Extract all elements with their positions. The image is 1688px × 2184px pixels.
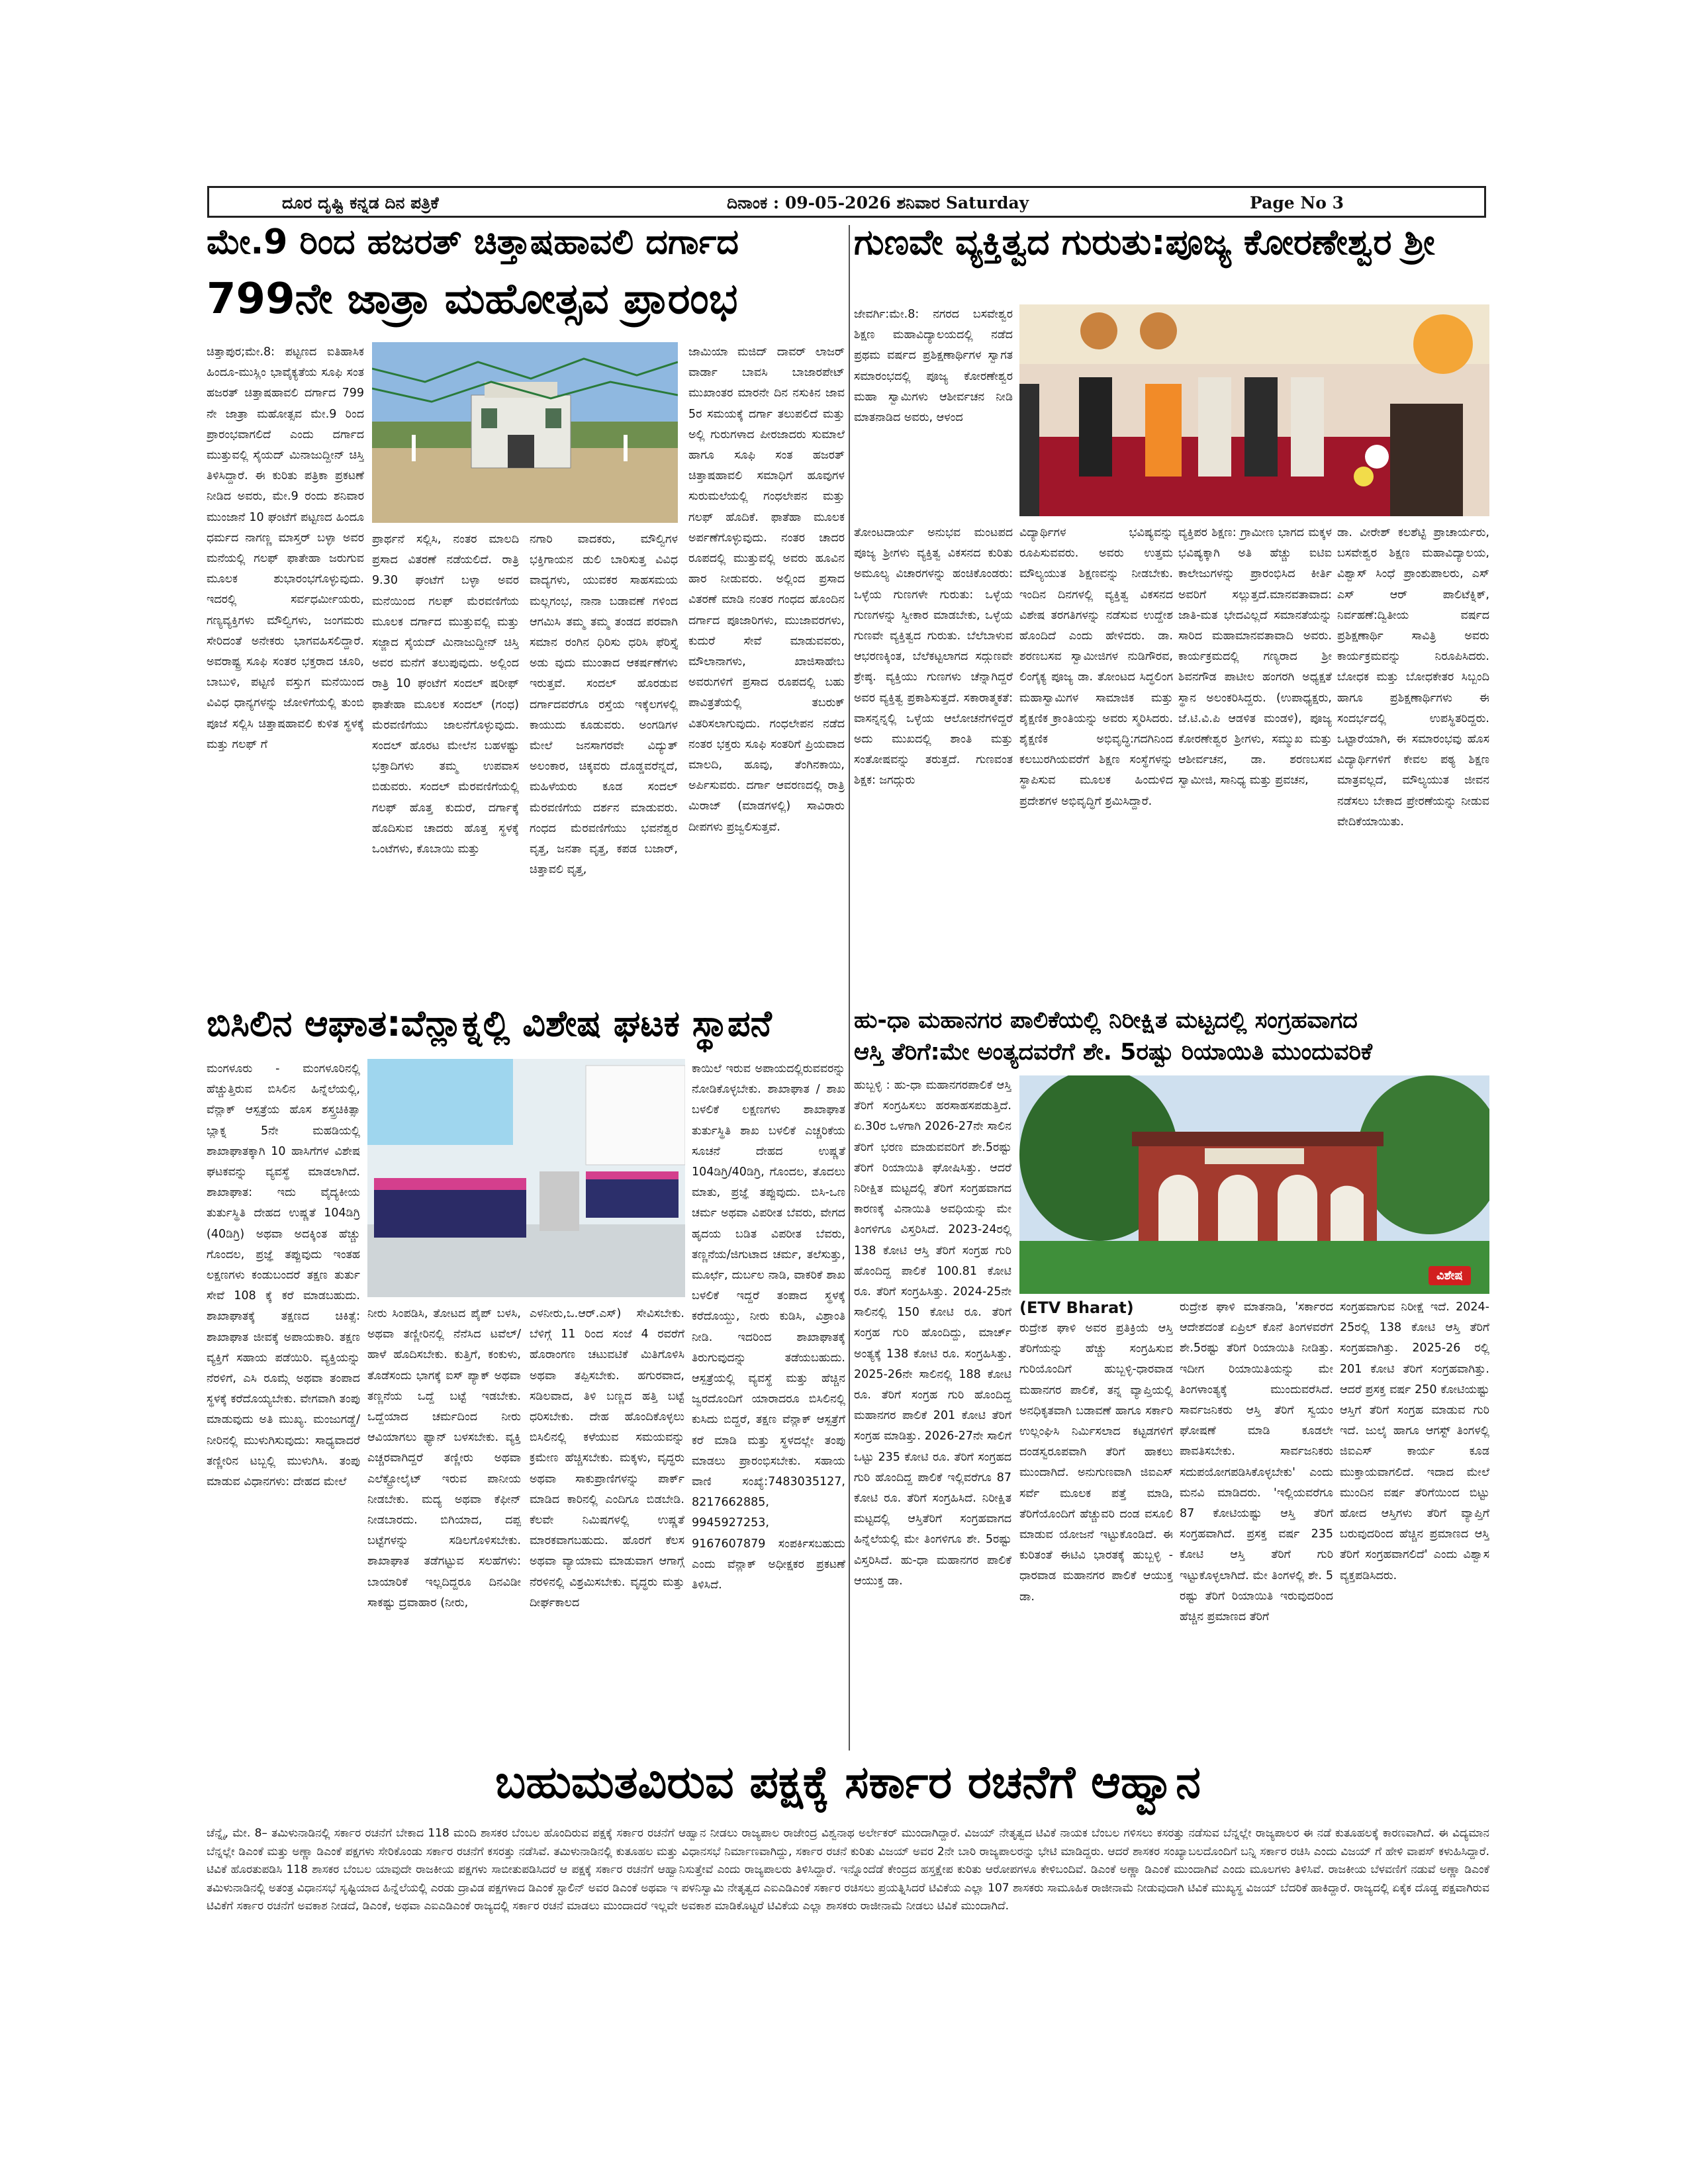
- article3-headline: ಬಿಸಿಲಿನ ಆಘಾತ:ವೆನ್ಲಾಕ್ನಲ್ಲಿ ವಿಶೇಷ ಘಟಕ ಸ್ಥಾಪನೆ: [207, 1006, 772, 1044]
- article2-column-1-top: ಜೇವರ್ಗಿ:ಮೇ.8: ನಗರದ ಬಸವೇಶ್ವರ ಶಿಕ್ಷಣ ಮಹಾವಿದ್ಯಾಲಯದಲ್ಲಿ ನಡೆದ ಪ್ರಥಮ ವರ್ಷದ ಪ್ರಶಿಕ್ಷಣಾರ್ಥಿಗಳ ಸ್ವಾಗತ ಸಮಾರಂಭದಲ್ಲಿ ಪೂಜ್ಯ ಕೋರಣೇಶ್ವರ ಮಹಾ ಸ್ವಾಮಿಗಳು ಆಶೀರ್ವಚನ ನೀಡಿ ಮಾತನಾಡಿದ ಅವರು, ಆಳಂದ: [854, 308, 1013, 425]
- paper-name: ದೂರ ದೃಷ್ಟಿ ಕನ್ನಡ ದಿನ ಪತ್ರಿಕೆ: [282, 193, 439, 212]
- college-event-photo: [1019, 304, 1489, 516]
- article4-column-3: ರುದ್ರೇಶ ಘಾಳಿ ಮಾತನಾಡಿ, 'ಸರ್ಕಾರದ ಆದೇಶದಂತೆ ಏಪ್ರಿಲ್ ಕೊನೆ ತಿಂಗಳವರೆಗೆ ಶೇ.5ರಷ್ಟು ತೆರಿಗೆ ರಿಯಾಯಿತಿ ನೀಡಿತ್ತು. ಇದೀಗ ರಿಯಾಯಿತಿಯನ್ನು ಮೇ ತಿಂಗಳಾಂತ್ಯಕ್ಕೆ ಮುಂದುವರೆಸಿದೆ. ಸಾರ್ವಜನಿಕರು ಆಸ್ತಿ ತೆರಿಗೆ ಸ್ವಯಂ ಘೋಷಣೆ ಮಾಡಿ ಕೂಡಲೇ ಪಾವತಿಸಬೇಕು. ಸಾರ್ವಜನಿಕರು ಸದುಪಯೋಗಪಡಿಸಿಕೊಳ್ಳಬೇಕು' ಎಂದು ಮನವಿ ಮಾಡಿದರು. 'ಇಲ್ಲಿಯವರೆಗೂ 87 ಕೋಟಿಯಷ್ಟು ಆಸ್ತಿ ತೆರಿಗೆ ಸಂಗ್ರಹವಾಗಿದೆ. ಪ್ರಸಕ್ತ ವರ್ಷ 235 ಕೋಟಿ ಆಸ್ತಿ ತೆರಿಗೆ ಗುರಿ ಇಟ್ಟುಕೊಳ್ಳಲಾಗಿದೆ. ಮೇ ತಿಂಗಳಲ್ಲಿ ಶೇ. 5 ರಷ್ಟು ತೆರಿಗೆ ರಿಯಾಯಿತಿ ಇರುವುದರಿಂದ ಹೆಚ್ಚಿನ ಪ್ರಮಾಣದ ತೆರಿಗೆ: [1180, 1300, 1333, 1624]
- hospital-ward-photo: [367, 1059, 685, 1297]
- article3-column-2: ನೀರು ಸಿಂಪಡಿಸಿ, ತೋಟದ ಪೈಪ್ ಬಳಸಿ, ಅಥವಾ ತಣ್ಣೀರಿನಲ್ಲಿ ನೆನೆಸಿದ ಟವೆಲ್/ಹಾಳೆ ಹೊದಿಸಬೇಕು. ಕುತ್ತಿಗೆ, ಕಂಕುಳು, ತೊಡೆಸಂದು ಭಾಗಕ್ಕೆ ಐಸ್ ಪ್ಯಾಕ್ ಅಥವಾ ತಣ್ಣನೆಯ ಒದ್ದೆ ಬಟ್ಟೆ ಇಡಬೇಕು. ಒದ್ದೆಯಾದ ಚರ್ಮದಿಂದ ನೀರು ಆವಿಯಾಗಲು ಫ್ಯಾನ್ ಬಳಸಬೇಕು. ವ್ಯಕ್ತಿ ಎಚ್ಚರವಾಗಿದ್ದರೆ ತಣ್ಣೀರು ಅಥವಾ ಎಲೆಕ್ಟ್ರೋಲೈಟ್ ಇರುವ ಪಾನೀಯ ನೀಡಬೇಕು. ಮದ್ಯ ಅಥವಾ ಕೆಫೀನ್ ನೀಡಬಾರದು. ಬಿಗಿಯಾದ, ದಪ್ಪ ಬಟ್ಟೆಗಳನ್ನು ಸಡಿಲಗೊಳಿಸಬೇಕು. ಶಾಖಾಘಾತ ತಡೆಗಟ್ಟುವ ಸಲಹೆಗಳು: ಬಾಯಾರಿಕೆ ಇಲ್ಲದಿದ್ದರೂ ದಿನವಿಡೀ ಸಾಕಷ್ಟು ದ್ರವಾಹಾರ (ನೀರು,: [367, 1307, 521, 1610]
- article1-column-1: ಚಿತ್ತಾಪುರ;ಮೇ.8: ಪಟ್ಟಣದ ಐತಿಹಾಸಿಕ ಹಿಂದೂ-ಮುಸ್ಲಿಂ ಭಾವೈಕ್ಯತೆಯ ಸೂಫಿ ಸಂತ ಹಜರತ್ ಚಿತ್ತಾಷಹಾವಲಿ ದರ್ಗಾದ 799 ನೇ ಜಾತ್ರಾ ಮಹೋತ್ಸವ ಮೇ.9 ರಿಂದ ಪ್ರಾರಂಭವಾಗಲಿದೆ ಎಂದು ದರ್ಗಾದ ಮುತ್ತುವಲ್ಲಿ ಸೈಯದ್ ಮಿನಾಜುದ್ದೀನ್ ಚಿಸ್ತಿ ತಿಳಿಸಿದ್ದಾರೆ. ಈ ಕುರಿತು ಪತ್ರಿಕಾ ಪ್ರಕಟಣೆ ನೀಡಿದ ಅವರು, ಮೇ.9 ರಂದು ಶನಿವಾರ ಮುಂಜಾನೆ 10 ಘಂಟೆಗೆ ಪಟ್ಟಣದ ಹಿಂದೂ ಧರ್ಮದ ನಾಗಣ್ಣ ಮಾಸ್ತರ್ ಬಳ್ಳಾ ಅವರ ಮನೆಯಲ್ಲಿ ಗಲಫ್ ಫಾತೇಹಾ ಜರುಗುವ ಮೂಲಕ ಶುಭಾರಂಭಗೊಳ್ಳುವುದು. ಇದರಲ್ಲಿ ಸರ್ವಧರ್ಮೀಯರು, ಗಣ್ಯವ್ಯಕ್ತಿಗಳು ಮೌಲ್ವಿಗಳು, ಜಂಗಮರು ಸೇರಿದಂತೆ ಅನೇಕರು ಭಾಗವಹಿಸಲಿದ್ದಾರೆ. ಅವರಾಷ್ಟ್ರ ಸೂಫಿ ಸಂತರ ಭಕ್ತರಾದ ಚೂರಿ, ಬಾಬುಳಿ, ಪಟ್ಟಣಿ ವಸ್ತುಗ ಮನೆಯಿಂದ ವಿವಿಧ ಧಾನ್ಯಗಳನ್ನು ಜೋಳಿಗೆಯಲ್ಲಿ ತುಂಬಿ ಪೂಜೆ ಸಲ್ಲಿಸಿ ಚಿತ್ತಾಷಹಾವಲಿ ಕುಳಿತ ಸ್ಥಳಕ್ಕೆ ಮತ್ತು ಗಲಫ್ ಗೆ: [207, 345, 364, 751]
- article2-column-4: ಡಾ. ವೀರೇಶ್ ಕಲಶೆಟ್ಟಿ ಪ್ರಾಚಾರ್ಯರು, ಬಸವೇಶ್ವರ ಶಿಕ್ಷಣ ಮಹಾವಿದ್ಯಾಲಯ, ವಿಶ್ವಾಸ್ ಸಿಂಧೆ ಪ್ರಾಂಶುಪಾಲರು, ಎಸ್ ಎಸ್ ಆರ್ ಪಾಲಿಟೆಕ್ನಿಕ್, ನಿರ್ವಹಣೆ:ದ್ವಿತೀಯ ವರ್ಷದ ಪ್ರಶಿಕ್ಷಣಾರ್ಥಿ ಸಾವಿತ್ರಿ ಅವರು ಕಾರ್ಯಕ್ರಮವನ್ನು ನಿರೂಪಿಸಿದರು. ಬೋಧಕ ಮತ್ತು ಬೋಧಕೇತರ ಸಿಬ್ಬಂದಿ ಹಾಗೂ ಪ್ರಶಿಕ್ಷಣಾರ್ಥಿಗಳು ಈ ಸಂದರ್ಭದಲ್ಲಿ ಉಪಸ್ಥಿತರಿದ್ದರು. ಒಟ್ಟಾರೆಯಾಗಿ, ಈ ಸಮಾರಂಭವು ಹೊಸ ವಿದ್ಯಾರ್ಥಿಗಳಿಗೆ ಕೇವಲ ಪಠ್ಯ ಶಿಕ್ಷಣ ಮಾತ್ರವಲ್ಲದೆ, ಮೌಲ್ಯಯುತ ಜೀವನ ನಡೆಸಲು ಬೇಕಾದ ಪ್ರೇರಣೆಯನ್ನು ನೀಡುವ ವೇದಿಕೆಯಾಯಿತು.: [1337, 526, 1489, 829]
- article3-column-1: ಮಂಗಳೂರು - ಮಂಗಳೂರಿನಲ್ಲಿ ಹೆಚ್ಚುತ್ತಿರುವ ಬಿಸಿಲಿನ ಹಿನ್ನೆಲೆಯಲ್ಲಿ, ವೆನ್ಲಾಕ್ ಆಸ್ಪತ್ರೆಯ ಹೊಸ ಶಸ್ತ್ರಚಿಕಿತ್ಸಾ ಬ್ಲಾಕ್ನ 5ನೇ ಮಹಡಿಯಲ್ಲಿ ಶಾಖಾಘಾತಕ್ಕಾಗಿ 10 ಹಾಸಿಗೆಗಳ ವಿಶೇಷ ಘಟಕವನ್ನು ವ್ಯವಸ್ಥೆ ಮಾಡಲಾಗಿದೆ. ಶಾಖಾಘಾತ: ಇದು ವೈದ್ಯಕೀಯ ತುರ್ತುಸ್ಥಿತಿ ದೇಹದ ಉಷ್ಣತೆ 104ಡಿಗ್ರಿ (40ಡಿಗ್ರಿ) ಅಥವಾ ಅದಕ್ಕಿಂತ ಹೆಚ್ಚು ಗೊಂದಲ, ಪ್ರಜ್ಞೆ ತಪ್ಪುವುದು ಇಂತಹ ಲಕ್ಷಣಗಳು ಕಂಡುಬಂದರೆ ತಕ್ಷಣ ತುರ್ತು ಸೇವೆ 108 ಕ್ಕೆ ಕರೆ ಮಾಡಬಹುದು. ಶಾಖಾಘಾತಕ್ಕೆ ತಕ್ಷಣದ ಚಿಕಿತ್ಸೆ: ಶಾಖಾಘಾತ ಜೀವಕ್ಕೆ ಅಪಾಯಕಾರಿ. ತಕ್ಷಣ ವ್ಯಕ್ತಿಗೆ ಸಹಾಯ ಪಡೆಯಿರಿ. ವ್ಯಕ್ತಿಯನ್ನು ನೆರಳಿಗೆ, ಎಸಿ ರೂಮ್ಗೆ ಅಥವಾ ತಂಪಾದ ಸ್ಥಳಕ್ಕೆ ಕರೆದೊಯ್ಯಬೇಕು. ವೇಗವಾಗಿ ತಂಪು ಮಾಡುವುದು ಅತಿ ಮುಖ್ಯ. ಮಂಜುಗಡ್ಡೆ/ನೀರಿನಲ್ಲಿ ಮುಳುಗಿಸುವುದು: ಸಾಧ್ಯವಾದರೆ ತಣ್ಣೀರಿನ ಟಬ್ಬಲ್ಲಿ ಮುಳುಗಿಸಿ. ತಂಪು ಮಾಡುವ ವಿಧಾನಗಳು: ದೇಹದ ಮೇಲೆ: [207, 1062, 360, 1489]
- article3-column-4: ಕಾಯಿಲೆ ಇರುವ ಅಪಾಯದಲ್ಲಿರುವವರನ್ನು ನೋಡಿಕೊಳ್ಳಬೇಕು. ಶಾಖಾಘಾತ / ಶಾಖ ಬಳಲಿಕೆ ಲಕ್ಷಣಗಳು ಶಾಖಾಘಾತ ತುರ್ತುಸ್ಥಿತಿ ಶಾಖ ಬಳಲಿಕೆ ಎಚ್ಚರಿಕೆಯ ಸೂಚನೆ ದೇಹದ ಉಷ್ಣತೆ 104ಡಿಗ್ರಿ/40ಡಿಗ್ರಿ, ಗೊಂದಲ, ತೊದಲು ಮಾತು, ಪ್ರಜ್ಞೆ ತಪ್ಪುವುದು. ಬಿಸಿ-ಒಣ ಚರ್ಮ ಅಥವಾ ವಿಪರೀತ ಬೆವರು, ವೇಗದ ಹೃದಯ ಬಡಿತ ವಿಪರೀತ ಬೆವರು, ತಣ್ಣನೆಯ/ಜಿಗುಟಾದ ಚರ್ಮ, ತಲೆಸುತ್ತು, ಮೂರ್ಛೆ, ದುರ್ಬಲ ನಾಡಿ, ವಾಕರಿಕೆ ಶಾಖ ಬಳಲಿಕೆ ಇದ್ದರೆ ತಂಪಾದ ಸ್ಥಳಕ್ಕೆ ಕರೆದೊಯ್ದು, ನೀರು ಕುಡಿಸಿ, ವಿಶ್ರಾಂತಿ ನೀಡಿ. ಇದರಿಂದ ಶಾಖಾಘಾತಕ್ಕೆ ತಿರುಗುವುದನ್ನು ತಡೆಯಬಹುದು. ಆಸ್ಪತ್ರೆಯಲ್ಲಿ ವ್ಯವಸ್ಥೆ ಮತ್ತು ಹೆಚ್ಚಿನ ಜ್ವರದೊಂದಿಗೆ ಯಾರಾದರೂ ಬಿಸಿಲಿನಲ್ಲಿ ಕುಸಿದು ಬಿದ್ದರೆ, ತಕ್ಷಣ ವೆನ್ಲಾಕ್ ಆಸ್ಪತ್ರೆಗೆ ಕರೆ ಮಾಡಿ ಮತ್ತು ಸ್ಥಳದಲ್ಲೇ ತಂಪು ಮಾಡಲು ಪ್ರಾರಂಭಿಸಬೇಕು. ಸಹಾಯ ವಾಣಿ ಸಂಖ್ಯೆ:7483035127, 8217662885, 9945927253, 9167607879 ಸಂಪರ್ಕಿಸಬಹುದು ಎಂದು ವೆನ್ಲಾಕ್ ಅಧೀಕ್ಷಕರ ಪ್ರಕಟಣೆ ತಿಳಿಸಿದೆ.: [692, 1062, 845, 1592]
- column-rule: [849, 1006, 850, 1751]
- article1-column-4: ಜಾಮಿಯಾ ಮಜಿದ್ ದಾವರ್ ಲಾಜರ್ ವಾರ್ಡಾ ಬಾವಸಿ ಬಾಜಾರಪೇಟ್ ಮುಖಾಂತರ ಮಾರನೇ ದಿನ ನಸುಕಿನ ಜಾವ 5ರ ಸಮಯಕ್ಕೆ ದರ್ಗಾ ತಲುಪಲಿದೆ ಮತ್ತು ಅಲ್ಲಿ ಗುರುಗಳಾದ ಪೀರಜಾದರು ಸುಮಾಲೆ ಹಾಗೂ ಸೂಫಿ ಸಂತ ಹಜರತ್ ಚಿತ್ತಾಷಹಾವಲಿ ಸಮಾಧಿಗೆ ಹೂವುಗಳ ಸುರುಮಲೆಯಲ್ಲಿ ಗಂಧಲೇಪನ ಮತ್ತು ಗಲಫ್ ಹೊದಿಕೆ. ಫಾತೆಹಾ ಮೂಲಕ ಅರ್ಪಣೆಗೊಳ್ಳುವುದು. ನಂತರ ಚಾದರ ರೂಪದಲ್ಲಿ ಮುತ್ತುವಲ್ಲಿ ಅವರು ಹೂವಿನ ಹಾರ ನೀಡುವರು. ಅಲ್ಲಿಂದ ಪ್ರಸಾದ ವಿತರಣೆ ಮಾಡಿ ನಂತರ ಗಂಧದ ಹೊಂದಿನ ದರ್ಗಾದ ಪೂಜಾರಿಗಳು, ಮುಜಾವರಗಳು, ಕುದುರೆ ಸೇವೆ ಮಾಡುವವರು, ಮೌಲಾನಾಗಳು, ಖಾಜಿಸಾಹೇಬ ಅವರುಗಳಿಗೆ ಪ್ರಸಾದ ರೂಪದಲ್ಲಿ ಬಹು ಪಾವಿತ್ರತೆಯಲ್ಲಿ ತಬರುಕ್ ವಿತರಿಸಲಾಗುವುದು. ಗಂಧಲೇಪನ ನಡೆದ ನಂತರ ಭಕ್ತರು ಸೂಫಿ ಸಂತರಿಗೆ ಪ್ರಿಯವಾದ ಮಾಲದಿ, ಹೂವು, ತೆಂಗಿನಕಾಯಿ, ಅರ್ಪಿಸುವರು. ದರ್ಗಾ ಆವರಣದಲ್ಲಿ ರಾತ್ರಿ ಮಿರಾಜ್ (ಮಾಡಗಳಲ್ಲಿ) ಸಾವಿರಾರು ದೀಪಗಳು ಪ್ರಜ್ವಲಿಸುತ್ತವೆ.: [688, 345, 845, 834]
- article4-column-4: ಸಂಗ್ರಹವಾಗುವ ನಿರೀಕ್ಷೆ ಇದೆ. 2024-25ರಲ್ಲಿ 138 ಕೋಟಿ ಆಸ್ತಿ ತೆರಿಗೆ ಸಂಗ್ರಹವಾಗಿತ್ತು. 2025-26 ರಲ್ಲಿ 201 ಕೋಟಿ ತೆರಿಗೆ ಸಂಗ್ರಹವಾಗಿತ್ತು. ಆದರೆ ಪ್ರಸಕ್ತ ವರ್ಷ 250 ಕೋಟಿಯಷ್ಟು ಆಸ್ತಿಗೆ ತೆರಿಗೆ ಸಂಗ್ರಹ ಮಾಡುವ ಗುರಿ ಇದೆ. ಜುಲೈ ಹಾಗೂ ಆಗಸ್ಟ್ ತಿಂಗಳಲ್ಲಿ ಜಿಐಎಸ್ ಕಾರ್ಯ ಕೂಡ ಮುಕ್ತಾಯವಾಗಲಿದೆ. ಇದಾದ ಮೇಲೆ ಮುಂದಿನ ವರ್ಷ ತೆರಿಗೆಯಿಂದ ಬಿಟ್ಟು ಹೋದ ಆಸ್ತಿಗಳು ತೆರಿಗೆ ವ್ಯಾಪ್ತಿಗೆ ಬರುವುದರಿಂದ ಹೆಚ್ಚಿನ ಪ್ರಮಾಣದ ಆಸ್ತಿ ತೆರಿಗೆ ಸಂಗ್ರಹವಾಗಲಿದೆ' ಎಂದು ವಿಶ್ವಾಸ ವ್ಯಕ್ತಪಡಿಸಿದರು.: [1340, 1300, 1489, 1582]
- municipal-building-photo: [1019, 1075, 1489, 1294]
- page-number: Page No 3: [1250, 193, 1344, 212]
- masthead: [207, 186, 1486, 218]
- column-rule: [849, 225, 850, 1006]
- photo-credit: (ETV Bharat): [1019, 1298, 1134, 1317]
- article4-headline-1: ಹು-ಧಾ ಮಹಾನಗರ ಪಾಲಿಕೆಯಲ್ಲಿ ನಿರೀಕ್ಷಿತ ಮಟ್ಟದಲ್ಲಿ ಸಂಗ್ರಹವಾಗದ: [854, 1009, 1358, 1034]
- article2-column-1: ತೋಂಟದಾರ್ಯ ಅನುಭವ ಮಂಟಪದ ಪೂಜ್ಯ ಶ್ರೀಗಳು ವ್ಯಕ್ತಿತ್ವ ವಿಕಸನದ ಕುರಿತು ಅಮೂಲ್ಯ ವಿಚಾರಗಳನ್ನು ಹಂಚಿಕೊಂಡರು: ಒಳ್ಳೆಯ ಗುಣಗಳೇ ಗುರುತು: ಒಳ್ಳೆಯ ಗುಣಗಳನ್ನು ಸ್ವೀಕಾರ ಮಾಡಬೇಕು, ಒಳ್ಳೆಯ ಗುಣವೇ ವ್ಯಕ್ತಿತ್ವದ ಗುರುತು. ಬೆಲೆಬಾಳುವ ಆಭರಣಕ್ಕಿಂತ, ಬೆಲೆಕಟ್ಟಲಾಗದ ಸದ್ಗುಣವೇ ಶ್ರೇಷ್ಠ. ವ್ಯಕ್ತಿಯು ಗುಣಗಳು ಚೆನ್ನಾಗಿದ್ದರೆ ಅವರ ವ್ಯಕ್ತಿತ್ವ ಪ್ರಕಾಶಿಸುತ್ತದೆ. ಸಕಾರಾತ್ಮಕತೆ: ವಾಸನ್ನನ್ನಲ್ಲಿ ಒಳ್ಳೆಯ ಆಲೋಚನೆಗಳಿದ್ದರೆ ಅದು ಮುಖದಲ್ಲಿ ಶಾಂತಿ ಮತ್ತು ಸಂತೋಷವನ್ನು ತರುತ್ತದೆ. ಗುಣವಂತ ಶಿಕ್ಷಕ: ಜಗದ್ಗುರು: [854, 526, 1013, 788]
- dargah-photo: [372, 342, 678, 523]
- article4-headline-2: ಆಸ್ತಿ ತೆರಿಗೆ:ಮೇ ಅಂತ್ಯದವರೆಗೆ ಶೇ. 5ರಷ್ಟು ರಿಯಾಯಿತಿ ಮುಂದುವರಿಕೆ: [854, 1041, 1373, 1066]
- photo-badge: ವಿಶೇಷ: [1429, 1266, 1471, 1285]
- article3-column-3: ಎಳನೀರು,ಒ.ಆರ್.ಎಸ್) ಸೇವಿಸಬೇಕು. ಬೆಳಿಗ್ಗೆ 11 ರಿಂದ ಸಂಜೆ 4 ರವರೆಗೆ ಹೊರಾಂಗಣ ಚಟುವಟಿಕೆ ಮಿತಿಗೊಳಿಸಿ ಅಥವಾ ತಪ್ಪಿಸಬೇಕು. ಹಗುರವಾದ, ಸಡಿಲವಾದ, ತಿಳಿ ಬಣ್ಣದ ಹತ್ತಿ ಬಟ್ಟೆ ಧರಿಸಬೇಕು. ದೇಹ ಹೊಂದಿಕೊಳ್ಳಲು ಬಿಸಿಲಿನಲ್ಲಿ ಕಳೆಯುವ ಸಮಯವನ್ನು ಕ್ರಮೇಣ ಹೆಚ್ಚಿಸಬೇಕು. ಮಕ್ಕಳು, ವೃದ್ಧರು ಅಥವಾ ಸಾಕುಪ್ರಾಣಿಗಳನ್ನು ಪಾರ್ಕ್ ಮಾಡಿದ ಕಾರಿನಲ್ಲಿ ಎಂದಿಗೂ ಬಿಡಬೇಡಿ. ಕೆಲವೇ ನಿಮಿಷಗಳಲ್ಲಿ ಉಷ್ಣತೆ ಮಾರಕವಾಗಬಹುದು. ಹೊರಗೆ ಕೆಲಸ ಅಥವಾ ವ್ಯಾಯಾಮ ಮಾಡುವಾಗ ಆಗಾಗ್ಗೆ ನೆರಳಿನಲ್ಲಿ ವಿಶ್ರಮಿಸಬೇಕು. ವೃದ್ಧರು ಮತ್ತು ದೀರ್ಘಕಾಲದ: [530, 1307, 684, 1610]
- article1-headline-1: ಮೇ.9 ರಿಂದ ಹಜರತ್ ಚಿತ್ತಾಷಹಾವಲಿ ದರ್ಗಾದ: [207, 225, 739, 262]
- article2-column-3: ವ್ಯಕ್ತಿಪರ ಶಿಕ್ಷಣ: ಗ್ರಾಮೀಣ ಭಾಗದ ಮಕ್ಕಳ ಭವಿಷ್ಯಕ್ಕಾಗಿ ಅತಿ ಹೆಚ್ಚು ಐಟಿಐ ಕಾಲೇಜುಗಳನ್ನು ಪ್ರಾರಂಭಿಸಿದ ಕೀರ್ತಿ ಅವರಿಗೆ ಸಲ್ಲುತ್ತದೆ.ಮಾನವತಾವಾದ: ಜಾತಿ-ಮತ ಭೇದವಿಲ್ಲದೆ ಸಮಾನತೆಯನ್ನು ಸಾರಿದ ಮಹಾಮಾನವತಾವಾದಿ ಅವರು. ಕಾರ್ಯಕ್ರಮದಲ್ಲಿ ಗಣ್ಯರಾದ ಶ್ರೀ ಶಿವನಗೌಡ ಪಾಟೀಲ ಹಂಗರಗಿ ಅಧ್ಯಕ್ಷತೆ ಸ್ಥಾನ ಅಲಂಕರಿಸಿದ್ದರು. (ಉಪಾಧ್ಯಕ್ಷರು, ಜೆ.ಟಿ.ವಿ.ಪಿ ಆಡಳಿತ ಮಂಡಳಿ), ಪೂಜ್ಯ ಕೋರಣೇಶ್ವರ ಶ್ರೀಗಳು, ಸಮ್ಮುಖ ಮತ್ತು ಆಶೀರ್ವಚನ, ಡಾ. ಶರಣಬಸವ ಸ್ವಾಮೀಜಿ, ಸಾನಿಧ್ಯ ಮತ್ತು ಪ್ರವಚನ,: [1178, 526, 1332, 788]
- issue-date: ದಿನಾಂಕ : 09-05-2026 ಶನಿವಾರ Saturday: [727, 193, 1029, 212]
- article1-headline-2: 799ನೇ ಜಾತ್ರಾ ಮಹೋತ್ಸವ ಪ್ರಾರಂಭ: [207, 278, 738, 324]
- article1-column-3: ನಗಾರಿ ವಾದಕರು, ಮೌಲ್ವಿಗಳ ಭಕ್ತಿಗಾಯನ ಡುಲಿ ಬಾರಿಸುತ್ತ ವಿವಿಧ ವಾದ್ಯಗಳು, ಯುವಕರ ಸಾಹಸಮಯ ಮಲ್ಲಗಂಭ, ನಾನಾ ಬಡಾವಣೆ ಗಳಿಂದ ಆಗಮಿಸಿ ತಮ್ಮ ತಮ್ಮ ತಂಡದ ಪರವಾಗಿ ಸಮಾನ ರಂಗಿನ ಧಿರಿಸು ಧರಿಸಿ ಫೆರಿಸ್ತೈ ಅಡು ವುದು ಮುಂತಾದ ಆಕರ್ಷಣೆಗಳು ಇರುತ್ತವೆ. ಸಂದಲ್ ಹೊರಡುವ ದರ್ಗಾದವರೆಗೂ ರಸ್ತೆಯ ಇಕ್ಕೆಲಗಳಲ್ಲಿ ಕಾಯುದು ಕೂಡುವರು. ಅಂಗಡಿಗಳ ಮೇಲೆ ಜನಸಾಗರವೇ ವಿದ್ಯುತ್ ಅಲಂಕಾರ, ಚಿಕ್ಕವರು ದೊಡ್ಡವರೆನ್ನದೆ, ಮಹಿಳೆಯರು ಕೂಡ ಸಂದಲ್ ಮೆರವಣಿಗೆಯ ದರ್ಶನ ಮಾಡುವರು. ಗಂಧದ ಮೆರವಣಿಗೆಯು ಭವನೆಶ್ವರ ವೃತ್ತ, ಜನತಾ ವೃತ್ತ, ಕಪಡ ಬಜಾರ್, ಚಿತ್ತಾವಲಿ ವೃತ್ತ,: [530, 533, 678, 877]
- article5-body: ಚೆನ್ನೈ, ಮೇ. 8– ತಮಿಳುನಾಡಿನಲ್ಲಿ ಸರ್ಕಾರ ರಚನೆಗೆ ಬೇಕಾದ 118 ಮಂದಿ ಶಾಸಕರ ಬೆಂಬಲ ಹೊಂದಿರುವ ಪಕ್ಷಕ್ಕೆ ಸರ್ಕಾರ ರಚನೆಗೆ ಆಹ್ವಾನ ನೀಡಲು ರಾಜ್ಯಪಾಲ ರಾಜೇಂದ್ರ ವಿಶ್ವನಾಥ ಅರ್ಲೇಕರ್ ಮುಂದಾಗಿದ್ದಾರೆ. ವಿಜಯ್ ನೇತೃತ್ವದ ಟಿವಿಕೆ ನಾಯಕ ಬೆಂಬಲ ಗಳಿಸಲು ಕಸರತ್ತು ನಡೆಸುವ ಬೆನ್ನಲ್ಲೇ ರಾಜ್ಯಪಾಲರ ಈ ನಡೆ ಕುತೂಹಲಕ್ಕೆ ಕಾರಣವಾಗಿದೆ. ಈ ವಿದ್ಯಮಾನ ಬೆನ್ನಲ್ಲೇ ಡಿಎಂಕೆ ಮತ್ತು ಅಣ್ಣಾ ಡಿಎಂಕೆ ಪಕ್ಷಗಳು ಸೇರಿಕೊಂಡು ಸರ್ಕಾರ ರಚನೆಗೆ ಕಸರತ್ತು ನಡೆಸಿವೆ. ತಮಿಳುನಾಡಿನಲ್ಲಿ ಕುತೂಹಲ ಮತ್ತು ವಿಧಾನಸಭೆ ನಿರ್ಮಾಣವಾಗಿದ್ದು, ಸರ್ಕಾರ ರಚನೆ ಕುರಿತು ವಿಜಯ್ ಅವರ 2ನೇ ಬಾರಿ ರಾಜ್ಯಪಾಲರನ್ನು ಭೇಟಿ ಮಾಡಿದ್ದರು. ಆದರೆ ಶಾಸಕರ ಸಂಖ್ಯಾಬಲದೊಂದಿಗೆ ಬನ್ನಿ ಸರ್ಕಾರ ರಚಿಸಿ ಎಂದು ವಿಜಯ್ ಗೆ ಹೇಳಿ ವಾಪಸ್ ಕಳುಹಿಸಿದ್ದಾರೆ. ಟಿವಿಕೆ ಹೊರತುಪಡಿಸಿ 118 ಶಾಸಕರ ಬೆಂಬಲ ಯಾವುದೇ ರಾಜಕೀಯ ಪಕ್ಷಗಳು ಸಾಬೀತುಪಡಿಸಿದರೆ ಆ ಪಕ್ಷಕ್ಕೆ ಸರ್ಕಾರ ರಚನೆಗೆ ಆಹ್ವಾನಿಸುತ್ತೇವೆ ಎಂದು ರಾಜ್ಯಪಾಲರು ತಿಳಿಸಿದ್ದಾರೆ. ಇನ್ನೊಂದೆಡೆ ಕೇಂದ್ರದ ಹಸ್ತಕ್ಷೇಪ ಕುರಿತು ಆರೋಪಗಳೂ ಕೇಳಿಬಂದಿವೆ. ಡಿಎಂಕೆ ಅಣ್ಣಾ ಡಿಎಂಕೆ ಮುಂದಾಗಿವೆ ಎಂದು ಮೂಲಗಳು ತಿಳಿಸಿವೆ. ರಾಜಕೀಯ ಬೆಳವಣಿಗೆ ನಡುವೆ ಅಣ್ಣಾ ಡಿಎಂಕೆ ತಮಿಳುನಾಡಿನಲ್ಲಿ ಅತಂತ್ರ ವಿಧಾನಸಭೆ ಸೃಷ್ಟಿಯಾದ ಹಿನ್ನೆಲೆಯಲ್ಲಿ ಎರಡು ದ್ರಾವಿಡ ಪಕ್ಷಗಳಾದ ಡಿಎಂಕೆ ಸ್ಟಾಲಿನ್ ಅವರ ಡಿಎಂಕೆ ಅಥವಾ ಇ ಪಳನಿಸ್ವಾಮಿ ನೇತೃತ್ವದ ಎಐಎಡಿಎಂಕೆ ಸರ್ಕಾರ ರಚಿಸಲು ಪ್ರಯತ್ನಿಸಿದರೆ ಟಿವಿಕೆಯ ಎಲ್ಲಾ 107 ಶಾಸಕರು ಸಾಮೂಹಿಕ ರಾಜೀನಾಮೆ ನೀಡುವುದಾಗಿ ಟಿವಿಕೆ ಮುಖ್ಯಸ್ಥ ವಿಜಯ್ ಬೆದರಿಕೆ ಹಾಕಿದ್ದಾರೆ. ರಾಜ್ಯದಲ್ಲಿ ಏಕೈಕ ದೊಡ್ಡ ಪಕ್ಷವಾಗಿರುವ ಟಿವಿಕೆಗೆ ಸರ್ಕಾರ ರಚನೆಗೆ ಅವಕಾಶ ನೀಡದೆ, ಡಿಎಂಕೆ, ಅಥವಾ ಎಐಎಡಿಎಂಕೆ ರಾಜ್ಯದಲ್ಲಿ ಸರ್ಕಾರ ರಚನೆ ಮಾಡಲು ಮುಂದಾದರೆ ಇಲ್ಲವೇ ಅವಕಾಶ ಮಾಡಿಕೊಟ್ಟರೆ ಟಿವಿಕೆಯ ಎಲ್ಲಾ ಶಾಸಕರು ರಾಜೀನಾಮೆ ನೀಡಲು ಟಿವಿಕೆ ಮುಂದಾಗಿದೆ.: [207, 1827, 1489, 1913]
- article1-column-2: ಪ್ರಾರ್ಥನೆ ಸಲ್ಲಿಸಿ, ನಂತರ ಮಾಲದಿ ಪ್ರಸಾದ ವಿತರಣೆ ನಡೆಯಲಿದೆ. ರಾತ್ರಿ 9.30 ಘಂಟೆಗೆ ಬಳ್ಳಾ ಅವರ ಮನೆಯಿಂದ ಗಲಫ್ ಮೆರವಣಿಗೆಯ ಮೂಲಕ ದರ್ಗಾದ ಮುತ್ತುವಲ್ಲಿ ಮತ್ತು ಸಜ್ಜಾದ ಸೈಯದ್ ಮಿನಾಜುದ್ದೀನ್ ಚಿಸ್ತಿ ಅವರ ಮನೆಗೆ ತಲುಪುವುದು. ಅಲ್ಲಿಂದ ರಾತ್ರಿ 10 ಘಂಟೆಗೆ ಸಂದಲ್ ಷರೀಫ್ ಫಾತೇಹಾ ಮೂಲಕ ಸಂದಲ್ (ಗಂಧ) ಮೆರವಣಿಗೆಯು ಜಾಲನೆಗೊಳ್ಳುವುದು. ಸಂದಲ್ ಹೊರಟ ಮೇಲೆನ ಬಹಳಷ್ಟು ಭಕ್ತಾದಿಗಳು ತಮ್ಮ ಉಪವಾಸ ಬಿಡುವರು. ಸಂದಲ್ ಮೆರವಣಿಗೆಯಲ್ಲಿ ಗಲಫ್ ಹೊತ್ತ ಕುದುರೆ, ದರ್ಗಾಕ್ಕೆ ಹೊದಿಸುವ ಚಾದರು ಹೊತ್ತ ಸ್ಥಳಕ್ಕೆ ಒಂಟೆಗಳು, ಕೊಬಾಯಿ ಮತ್ತು: [372, 533, 519, 856]
- article5-headline: ಬಹುಮತವಿರುವ ಪಕ್ಷಕ್ಕೆ ಸರ್ಕಾರ ರಚನೆಗೆ ಆಹ್ವಾನ: [495, 1760, 1201, 1809]
- article4-column-2: ರುದ್ರೇಶ ಘಾಳಿ ಅವರ ಪ್ರತಿಕ್ರಿಯೆ ಆಸ್ತಿ ತೆರಿಗೆಯನ್ನು ಹೆಚ್ಚು ಸಂಗ್ರಹಿಸುವ ಗುರಿಯೊಂದಿಗೆ ಹುಬ್ಬಳ್ಳಿ-ಧಾರವಾಡ ಮಹಾನಗರ ಪಾಲಿಕೆ, ತನ್ನ ವ್ಯಾಪ್ತಿಯಲ್ಲಿ ಅನಧಿಕೃತವಾಗಿ ಬಡಾವಣೆ ಹಾಗೂ ಸರ್ಕಾರಿ ಉಲ್ಲಂಘಿಸಿ ನಿರ್ಮಿಸಲಾದ ಕಟ್ಟಡಗಳಿಗೆ ದಂಡಸ್ವರೂಪವಾಗಿ ತೆರಿಗೆ ಹಾಕಲು ಮುಂದಾಗಿದೆ. ಅನುಗುಣವಾಗಿ ಜಿಐಎಸ್ ಸರ್ವೆ ಮೂಲಕ ಪತ್ತೆ ಮಾಡಿ, ತೆರಿಗೆಯೊಂದಿಗೆ ಹೆಚ್ಚುವರಿ ದಂಡ ವಸೂಲಿ ಮಾಡುವ ಯೋಜನೆ ಇಟ್ಟುಕೊಂಡಿದೆ. ಈ ಕುರಿತಂತೆ ಈಟಿವಿ ಭಾರತಕ್ಕೆ ಹುಬ್ಬಳ್ಳಿ - ಧಾರವಾಡ ಮಹಾನಗರ ಪಾಲಿಕೆ ಆಯುಕ್ತ ಡಾ.: [1019, 1322, 1173, 1604]
- article2-column-2: ವಿದ್ಯಾರ್ಥಿಗಳ ಭವಿಷ್ಯವನ್ನು ರೂಪಿಸುವವರು. ಅವರು ಉತ್ತಮ ಮೌಲ್ಯಯುತ ಶಿಕ್ಷಣವನ್ನು ನೀಡಬೇಕು. ಇಂದಿನ ದಿನಗಳಲ್ಲಿ ವ್ಯಕ್ತಿತ್ವ ವಿಕಸನದ ವಿಶೇಷ ತರಗತಿಗಳನ್ನು ನಡೆಸುವ ಉದ್ದೇಶ ಹೊಂದಿದೆ ಎಂದು ಹೇಳಿದರು. ಡಾ. ಶರಣಬಸವ ಸ್ವಾಮೀಜಿಗಳ ನುಡಿಗೌರವ, ಲಿಂಗೈಕ್ಯ ಪೂಜ್ಯ ಡಾ. ತೋಂಟದ ಸಿದ್ಧಲಿಂಗ ಮಹಾಸ್ವಾಮಿಗಳ ಸಾಮಾಜಿಕ ಮತ್ತು ಶೈಕ್ಷಣಿಕ ಕ್ರಾಂತಿಯನ್ನು ಅವರು ಸ್ಮರಿಸಿದರು. ಶೈಕ್ಷಣಿಕ ಅಭಿವೃದ್ಧಿ:ಗದಗಿನಿಂದ ಕಲಬುರಗಿಯವರೆಗೆ ಶಿಕ್ಷಣ ಸಂಸ್ಥೆಗಳನ್ನು ಸ್ಥಾಪಿಸುವ ಮೂಲಕ ಹಿಂದುಳಿದ ಪ್ರದೇಶಗಳ ಅಭಿವೃದ್ಧಿಗೆ ಶ್ರಮಿಸಿದ್ದಾರೆ.: [1019, 526, 1173, 808]
- article4-column-1: ಹುಬ್ಬಳ್ಳಿ : ಹು-ಧಾ ಮಹಾನಗರಪಾಲಿಕೆ ಆಸ್ತಿ ತೆರಿಗೆ ಸಂಗ್ರಹಿಸಲು ಹರಸಾಹಸಪಡುತ್ತಿದೆ. ಏ.30ರ ಒಳಗಾಗಿ 2026-27ನೇ ಸಾಲಿನ ತೆರಿಗೆ ಭರಣ ಮಾಡುವವರಿಗೆ ಶೇ.5ರಷ್ಟು ತೆರಿಗೆ ರಿಯಾಯಿತಿ ಘೋಷಿಸಿತ್ತು. ಆದರೆ ನಿರೀಕ್ಷಿತ ಮಟ್ಟದಲ್ಲಿ ತೆರಿಗೆ ಸಂಗ್ರಹವಾಗದ ಕಾರಣಕ್ಕೆ ವಿನಾಯಿತಿ ಅವಧಿಯನ್ನು ಮೇ ತಿಂಗಳಿಗೂ ವಿಸ್ತರಿಸಿದೆ. 2023-24ರಲ್ಲಿ 138 ಕೋಟಿ ಆಸ್ತಿ ತೆರಿಗೆ ಸಂಗ್ರಹ ಗುರಿ ಹೊಂದಿದ್ದ ಪಾಲಿಕೆ 100.81 ಕೋಟಿ ರೂ. ತೆರಿಗೆ ಸಂಗ್ರಹಿಸಿತ್ತು. 2024-25ನೇ ಸಾಲಿನಲ್ಲಿ 150 ಕೋಟಿ ರೂ. ತೆರಿಗೆ ಸಂಗ್ರಹ ಗುರಿ ಹೊಂದಿದ್ದು, ಮಾರ್ಚ್ ಅಂತ್ಯಕ್ಕೆ 138 ಕೋಟಿ ರೂ. ಸಂಗ್ರಹಿಸಿತ್ತು. 2025-26ನೇ ಸಾಲಿನಲ್ಲಿ 188 ಕೋಟಿ ರೂ. ತೆರಿಗೆ ಸಂಗ್ರಹ ಗುರಿ ಹೊಂದಿದ್ದ ಮಹಾನಗರ ಪಾಲಿಕೆ 201 ಕೋಟಿ ತೆರಿಗೆ ಸಂಗ್ರಹ ಮಾಡಿತ್ತು. 2026-27ನೇ ಸಾಲಿಗೆ ಒಟ್ಟು 235 ಕೋಟಿ ರೂ. ತೆರಿಗೆ ಸಂಗ್ರಹದ ಗುರಿ ಹೊಂದಿದ್ದ ಪಾಲಿಕೆ ಇಲ್ಲಿವರೆಗೂ 87 ಕೋಟಿ ರೂ. ತೆರಿಗೆ ಸಂಗ್ರಹಿಸಿದೆ. ನಿರೀಕ್ಷಿತ ಮಟ್ಟದಲ್ಲಿ ಆಸ್ತಿತೆರಿಗೆ ಸಂಗ್ರಹವಾಗದ ಹಿನ್ನೆಲೆಯಲ್ಲಿ ಮೇ ತಿಂಗಳಿಗೂ ಶೇ. 5ರಷ್ಟು ವಿಸ್ತರಿಸಿದೆ. ಹು-ಧಾ ಮಹಾನಗರ ಪಾಲಿಕೆ ಆಯುಕ್ತ ಡಾ.: [854, 1079, 1011, 1588]
- article2-headline: ಗುಣವೇ ವ್ಯಕ್ತಿತ್ವದ ಗುರುತು:ಪೂಜ್ಯ ಕೋರಣೇಶ್ವರ ಶ್ರೀ: [854, 225, 1435, 263]
